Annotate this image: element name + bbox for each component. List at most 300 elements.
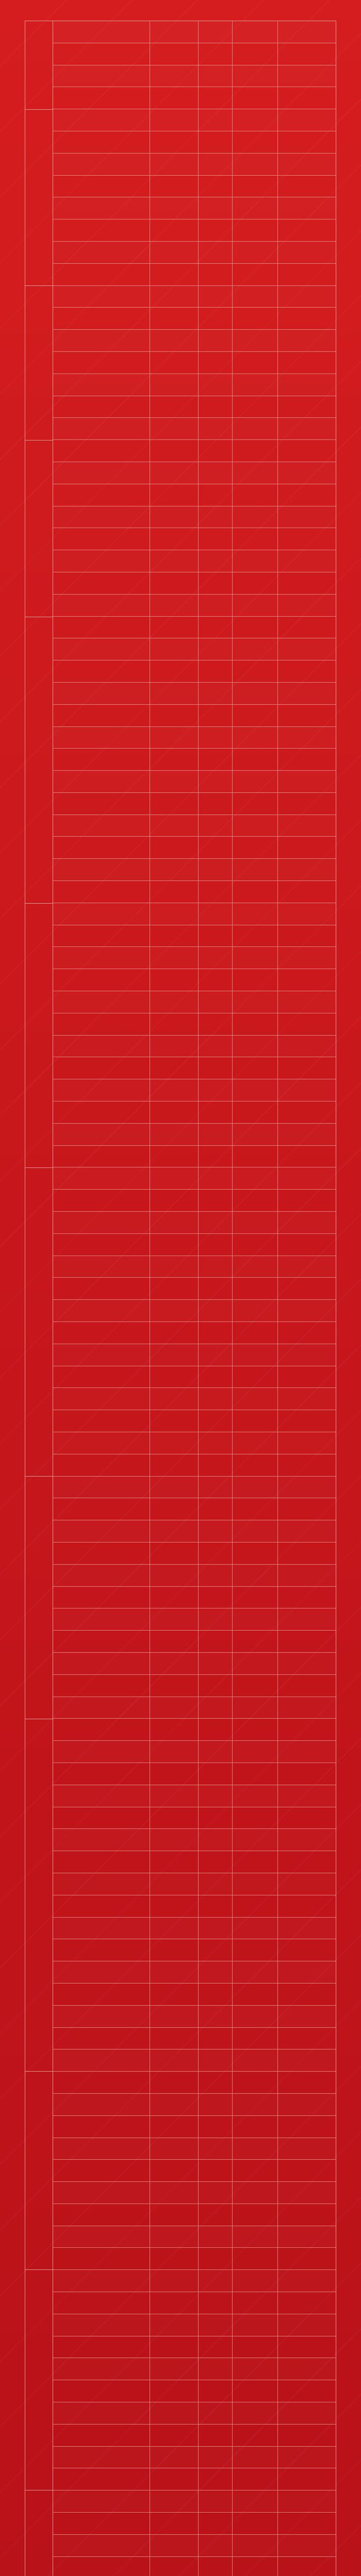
table-cell <box>199 2513 233 2534</box>
table-cell <box>233 352 278 374</box>
table-cell <box>150 638 199 660</box>
table-row <box>53 638 336 660</box>
table-cell <box>278 2138 336 2160</box>
table-cell <box>53 197 150 219</box>
table-row <box>53 154 336 176</box>
table-cell <box>278 572 336 594</box>
table-cell <box>53 1057 150 1079</box>
table-cell <box>233 771 278 792</box>
table-cell <box>150 1851 199 1873</box>
table-cell <box>199 1344 233 1366</box>
table-cell <box>278 2447 336 2468</box>
table-cell <box>150 374 199 396</box>
table-cell <box>53 242 150 263</box>
table-cell <box>53 2028 150 2049</box>
table-cell <box>53 2292 150 2314</box>
table-cell <box>53 1300 150 1321</box>
table-cell <box>150 1013 199 1035</box>
table-row <box>53 1918 336 1940</box>
table-cell <box>53 1608 150 1630</box>
category-cell <box>25 2490 53 2576</box>
table-cell <box>278 683 336 704</box>
table-cell <box>150 969 199 991</box>
table-row <box>53 21 336 43</box>
table-cell <box>53 2160 150 2181</box>
table-cell <box>53 991 150 1013</box>
table-cell <box>199 1013 233 1035</box>
table-cell <box>278 286 336 308</box>
table-cell <box>53 264 150 285</box>
table-cell <box>53 396 150 418</box>
table-cell <box>53 2557 150 2576</box>
table-cell <box>53 749 150 770</box>
table-cell <box>53 1498 150 1520</box>
table-cell <box>150 2468 199 2490</box>
table-row <box>53 264 336 286</box>
table-cell <box>53 1146 150 1167</box>
table-row <box>53 1234 336 1256</box>
table-cell <box>53 109 150 131</box>
table-cell <box>233 1697 278 1719</box>
table-cell <box>150 1984 199 2005</box>
table-cell <box>150 2447 199 2468</box>
table-row <box>53 572 336 595</box>
table-cell <box>53 219 150 241</box>
table-cell <box>233 65 278 87</box>
table-cell <box>278 1984 336 2005</box>
table-row <box>53 1785 336 1807</box>
table-cell <box>150 352 199 374</box>
table-row <box>53 1961 336 1984</box>
table-row <box>53 1212 336 1234</box>
table-cell <box>53 65 150 87</box>
table-cell <box>278 2535 336 2556</box>
table-cell <box>233 2248 278 2269</box>
table-cell <box>150 1741 199 1762</box>
table-cell <box>53 550 150 572</box>
table-cell <box>199 2270 233 2292</box>
table-cell <box>278 1234 336 1256</box>
table-cell <box>150 1939 199 1961</box>
table-cell <box>233 2006 278 2027</box>
table-cell <box>233 506 278 528</box>
table-row <box>53 771 336 793</box>
table-cell <box>53 2380 150 2402</box>
table-cell <box>150 1079 199 1101</box>
table-cell <box>278 2182 336 2204</box>
table-cell <box>199 1498 233 1520</box>
table-cell <box>233 1675 278 1697</box>
table-cell <box>278 1675 336 1697</box>
table-row <box>53 1543 336 1565</box>
table-cell <box>150 1036 199 1057</box>
table-cell <box>233 418 278 439</box>
table-cell <box>278 837 336 858</box>
table-cell <box>233 43 278 65</box>
table-cell <box>278 991 336 1013</box>
table-cell <box>150 2292 199 2314</box>
table-cell <box>199 2557 233 2576</box>
table-row <box>53 1190 336 1212</box>
category-cell <box>25 1719 53 2072</box>
table-row <box>53 1344 336 1366</box>
table-cell <box>233 1432 278 1454</box>
table-cell <box>150 242 199 263</box>
table-cell <box>199 2535 233 2556</box>
table-cell <box>150 1608 199 1630</box>
table-cell <box>53 572 150 594</box>
table-cell <box>199 2182 233 2204</box>
table-cell <box>199 1587 233 1608</box>
table-cell <box>199 1432 233 1454</box>
table-cell <box>233 2513 278 2534</box>
table-cell <box>278 1366 336 1388</box>
table-cell <box>233 1984 278 2005</box>
table-cell <box>150 1873 199 1895</box>
table-cell <box>278 2006 336 2027</box>
table-row <box>53 1565 336 1587</box>
table-cell <box>53 1653 150 1674</box>
table-cell <box>53 2270 150 2292</box>
table-cell <box>233 2028 278 2049</box>
table-cell <box>233 109 278 131</box>
table-cell <box>53 2182 150 2204</box>
table-cell <box>53 1631 150 1652</box>
table-cell <box>199 925 233 947</box>
table-row <box>53 1013 336 1036</box>
table-row <box>53 2116 336 2138</box>
table-cell <box>199 286 233 308</box>
table-cell <box>233 1608 278 1630</box>
table-row <box>53 1653 336 1675</box>
table-cell <box>199 638 233 660</box>
table-row <box>53 881 336 903</box>
table-cell <box>150 572 199 594</box>
table-cell <box>53 837 150 858</box>
table-cell <box>150 1631 199 1652</box>
table-cell <box>233 1961 278 1983</box>
table-cell <box>278 815 336 837</box>
table-row <box>53 396 336 418</box>
table-row <box>53 2248 336 2270</box>
table-cell <box>150 749 199 770</box>
table-cell <box>150 484 199 506</box>
table-cell <box>53 1895 150 1917</box>
table-cell <box>53 1543 150 1564</box>
table-cell <box>199 21 233 43</box>
table-cell <box>150 595 199 616</box>
table-cell <box>233 2535 278 2556</box>
table-row <box>53 617 336 639</box>
table-cell <box>199 2204 233 2226</box>
table-cell <box>150 947 199 969</box>
table-cell <box>278 2160 336 2181</box>
table-cell <box>278 1608 336 1630</box>
table-cell <box>150 1675 199 1697</box>
table-cell <box>199 1807 233 1829</box>
table-cell <box>278 1256 336 1278</box>
table-row <box>53 2138 336 2160</box>
table-cell <box>53 1190 150 1211</box>
table-cell <box>150 65 199 87</box>
table-row <box>53 528 336 550</box>
table-row <box>53 2072 336 2094</box>
category-cell <box>25 1477 53 1719</box>
table-cell <box>150 43 199 65</box>
table-cell <box>199 903 233 925</box>
table-cell <box>233 2314 278 2336</box>
table-cell <box>53 1212 150 1233</box>
table-row <box>53 87 336 109</box>
table-cell <box>150 2336 199 2358</box>
table-cell <box>53 1873 150 1895</box>
table-cell <box>150 506 199 528</box>
table-cell <box>278 2314 336 2336</box>
table-row <box>53 1984 336 2006</box>
table-cell <box>278 705 336 726</box>
table-cell <box>53 1807 150 1829</box>
table-cell <box>199 2248 233 2269</box>
table-cell <box>199 1300 233 1321</box>
category-cell <box>25 1168 53 1477</box>
table-cell <box>150 991 199 1013</box>
table-cell <box>53 2248 150 2269</box>
table-cell <box>278 1101 336 1123</box>
table-cell <box>53 2535 150 2556</box>
table-cell <box>199 815 233 837</box>
table-cell <box>199 43 233 65</box>
table-row <box>53 837 336 859</box>
table-cell <box>150 617 199 638</box>
table-cell <box>233 219 278 241</box>
table-cell <box>278 1697 336 1719</box>
table-cell <box>53 1961 150 1983</box>
table-row <box>53 1520 336 1543</box>
table-cell <box>278 925 336 947</box>
table-cell <box>53 1079 150 1101</box>
table-cell <box>278 771 336 792</box>
table-row <box>53 2292 336 2314</box>
table-cell <box>199 2468 233 2490</box>
table-row <box>53 969 336 991</box>
table-cell <box>233 903 278 925</box>
table-cell <box>53 771 150 792</box>
table-cell <box>199 1124 233 1145</box>
table-cell <box>233 793 278 815</box>
table-cell <box>278 21 336 43</box>
table-cell <box>278 1631 336 1652</box>
table-cell <box>53 1785 150 1807</box>
table-cell <box>278 154 336 175</box>
table-cell <box>278 969 336 991</box>
table-cell <box>199 595 233 616</box>
table-row <box>53 2490 336 2513</box>
table-cell <box>150 1653 199 1674</box>
table-cell <box>53 506 150 528</box>
table-cell <box>150 396 199 418</box>
table-row <box>53 2425 336 2447</box>
table-row <box>53 330 336 352</box>
table-cell <box>278 2557 336 2576</box>
table-row <box>53 1146 336 1168</box>
table-row <box>53 219 336 242</box>
table-cell <box>233 969 278 991</box>
table-cell <box>278 264 336 285</box>
table-cell <box>233 837 278 858</box>
table-cell <box>150 1124 199 1145</box>
table-row <box>53 1741 336 1763</box>
table-cell <box>150 2557 199 2576</box>
table-cell <box>199 1741 233 1762</box>
table-cell <box>53 1763 150 1785</box>
table-cell <box>199 131 233 153</box>
table-cell <box>278 1057 336 1079</box>
table-cell <box>53 1036 150 1057</box>
table-cell <box>199 308 233 329</box>
table-cell <box>199 2336 233 2358</box>
table-cell <box>199 1167 233 1189</box>
category-cell <box>25 286 53 440</box>
table-cell <box>150 308 199 329</box>
table-cell <box>278 1344 336 1366</box>
category-cell <box>25 2270 53 2490</box>
table-row <box>53 308 336 330</box>
table-cell <box>233 1829 278 1851</box>
table-cell <box>199 418 233 439</box>
table-cell <box>233 2292 278 2314</box>
table-cell <box>53 154 150 175</box>
table-row <box>53 815 336 837</box>
table-cell <box>199 1366 233 1388</box>
table-cell <box>233 1520 278 1542</box>
table-cell <box>150 2204 199 2226</box>
category-cell <box>25 904 53 1168</box>
table-row <box>53 2314 336 2336</box>
table-cell <box>150 109 199 131</box>
table-row <box>53 65 336 88</box>
table-cell <box>233 1057 278 1079</box>
table-cell <box>150 903 199 925</box>
table-cell <box>199 683 233 704</box>
table-cell <box>150 2380 199 2402</box>
table-cell <box>53 1939 150 1961</box>
table-cell <box>199 396 233 418</box>
table-cell <box>150 2226 199 2248</box>
table-cell <box>150 705 199 726</box>
table-cell <box>150 264 199 285</box>
table-cell <box>233 815 278 837</box>
table-cell <box>278 1454 336 1476</box>
table-cell <box>199 1410 233 1432</box>
table-cell <box>233 727 278 749</box>
table-cell <box>278 1895 336 1917</box>
table-cell <box>233 1278 278 1299</box>
table-cell <box>199 154 233 175</box>
table-cell <box>53 2116 150 2138</box>
table-cell <box>53 1477 150 1498</box>
table-cell <box>150 330 199 351</box>
table-cell <box>233 330 278 351</box>
table-cell <box>199 2226 233 2248</box>
table-cell <box>150 1190 199 1211</box>
table-cell <box>199 771 233 792</box>
table-cell <box>150 2028 199 2049</box>
table-cell <box>199 1278 233 1299</box>
table-cell <box>199 1565 233 1586</box>
table-cell <box>233 2557 278 2576</box>
table-cell <box>53 683 150 704</box>
table-cell <box>199 881 233 903</box>
table-cell <box>199 1190 233 1211</box>
table-cell <box>150 2513 199 2534</box>
table-cell <box>233 2049 278 2071</box>
table-cell <box>199 2138 233 2160</box>
table-cell <box>150 2402 199 2424</box>
table-row <box>53 462 336 484</box>
table-cell <box>233 1146 278 1167</box>
table-cell <box>150 2160 199 2181</box>
table-row <box>53 418 336 440</box>
table-cell <box>53 176 150 197</box>
table-cell <box>233 87 278 109</box>
table-cell <box>53 1984 150 2005</box>
table-cell <box>150 1234 199 1256</box>
table-cell <box>199 2447 233 2468</box>
table-cell <box>53 2094 150 2115</box>
table-cell <box>199 528 233 550</box>
table-cell <box>150 2182 199 2204</box>
table-row <box>53 1477 336 1499</box>
table-cell <box>278 242 336 263</box>
table-cell <box>278 2336 336 2358</box>
table-cell <box>233 617 278 638</box>
table-cell <box>199 506 233 528</box>
table-cell <box>233 859 278 880</box>
table-cell <box>199 1918 233 1939</box>
table-cell <box>53 859 150 880</box>
table-cell <box>53 815 150 837</box>
table-cell <box>233 1013 278 1035</box>
table-cell <box>199 1454 233 1476</box>
table-cell <box>53 727 150 749</box>
table-cell <box>150 1807 199 1829</box>
table-cell <box>278 2028 336 2049</box>
table-cell <box>150 1366 199 1388</box>
table-cell <box>150 131 199 153</box>
table-cell <box>199 1146 233 1167</box>
table-cell <box>233 1565 278 1586</box>
table-cell <box>233 881 278 903</box>
table-cell <box>150 1167 199 1189</box>
table-cell <box>278 1939 336 1961</box>
table-row <box>53 1278 336 1300</box>
table-row <box>53 925 336 947</box>
table-cell <box>199 2314 233 2336</box>
table-cell <box>150 660 199 682</box>
table-cell <box>233 595 278 616</box>
table-cell <box>199 264 233 285</box>
table-cell <box>278 859 336 880</box>
table-row <box>53 859 336 881</box>
table-cell <box>53 2204 150 2226</box>
table-cell <box>150 286 199 308</box>
table-cell <box>278 727 336 749</box>
table-cell <box>150 2138 199 2160</box>
table-cell <box>233 1918 278 1939</box>
table-row <box>53 1124 336 1146</box>
table-cell <box>199 1477 233 1498</box>
table-cell <box>53 440 150 462</box>
